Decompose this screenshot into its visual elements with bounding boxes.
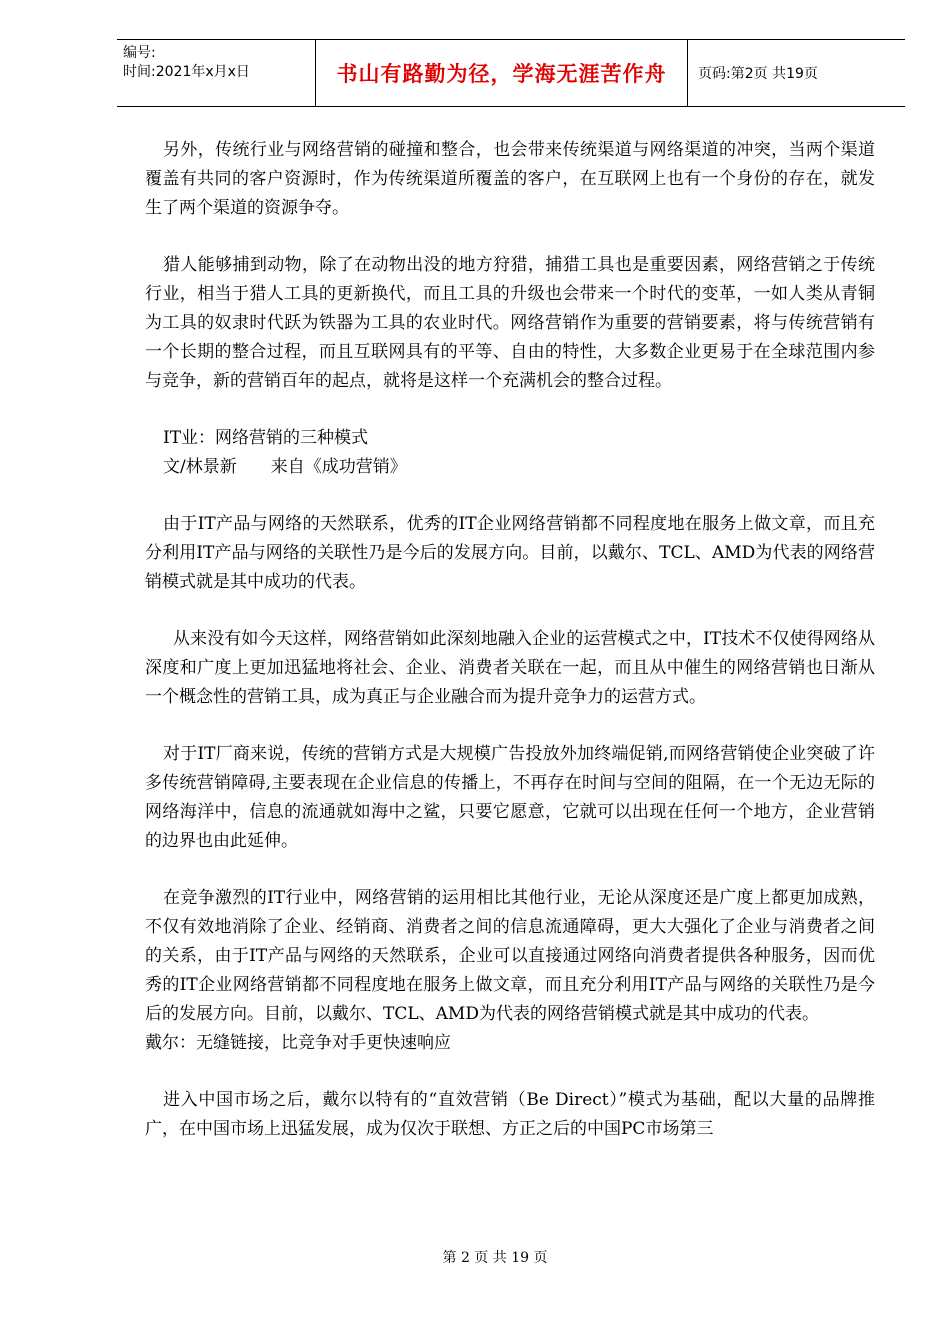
paragraph: 在竞争激烈的IT行业中，网络营销的运用相比其他行业，无论从深度还是广度上都更加成熟，不仅有效地消除了企业、经销商、消费者之间的信息流通障碍，更大大强化了企业与消费者之间的关系，由于IT产品与网络的天然联系，企业可以直接通过网络向消费者提供各种服务，因而优秀的IT企业网络营销都不同程度地在服务上做文章，而且充分利用IT产品与网络的关联性乃是今后的发展方向。目前，以戴尔、TCL、AMD为代表的网络营销模式就是其中成功的代表。 xyxy=(145,888,875,1024)
header-motto: 书山有路勤为径，学海无涯苦作舟 xyxy=(316,40,688,106)
article-title: IT业：网络营销的三种模式 xyxy=(163,428,369,448)
page-header xyxy=(117,39,905,107)
section-subheading: 戴尔：无缝链接，比竞争对手更快速响应 xyxy=(145,1033,451,1053)
paragraph: 进入中国市场之后，戴尔以特有的“直效营销（Be Direct）”模式为基础，配以大量的品牌推广，在中国市场上迅猛发展，成为仅次于联想、方正之后的中国PC市场第三 xyxy=(145,1090,875,1139)
page-footer: 第 2 页 共 19 页 xyxy=(442,1250,548,1266)
paragraph: 对于IT厂商来说，传统的营销方式是大规模广告投放外加终端促销,而网络营销使企业突破了许多传统营销障碍,主要表现在企业信息的传播上，不再存在时间与空间的阻隔，在一个无边无际的网络海洋中，信息的流通就如海中之鲨，只要它愿意，它就可以出现在任何一个地方，企业营销的边界也由此延伸。 xyxy=(145,744,875,851)
paragraph: 猎人能够捕到动物，除了在动物出没的地方狩猎，捕猎工具也是重要因素，网络营销之于传统行业，相当于猎人工具的更新换代，而且工具的升级也会带来一个时代的变革，一如人类从青铜为工具的奴隶时代跃为铁器为工具的农业时代。网络营销作为重要的营销要素，将与传统营销有一个长期的整合过程，而且互联网具有的平等、自由的特性，大多数企业更易于在全球范围内参与竞争，新的营销百年的起点，就将是这样一个充满机会的整合过程。 xyxy=(145,255,875,391)
header-meta xyxy=(117,40,316,106)
article-byline: 文/林景新 来自《成功营销》 xyxy=(163,457,407,477)
document-body xyxy=(145,136,875,1144)
paragraph: 另外，传统行业与网络营销的碰撞和整合，也会带来传统渠道与网络渠道的冲突，当两个渠道覆盖有共同的客户资源时，作为传统渠道所覆盖的客户，在互联网上也有一个身份的存在，就发生了两个渠道的资源争夺。 xyxy=(145,140,875,218)
header-page-info: 页码:第2页 共19页 xyxy=(698,66,818,82)
paragraph: 从来没有如今天这样，网络营销如此深刻地融入企业的运营模式之中，IT技术不仅使得网络从深度和广度上更加迅猛地将社会、企业、消费者关联在一起，而且从中催生的网络营销也日渐从一个概念性的营销工具，成为真正与企业融合而为提升竞争力的运营方式。 xyxy=(145,629,875,707)
paragraph: 由于IT产品与网络的天然联系，优秀的IT企业网络营销都不同程度地在服务上做文章，而且充分利用IT产品与网络的关联性乃是今后的发展方向。目前，以戴尔、TCL、AMD为代表的网络营销模式就是其中成功的代表。 xyxy=(145,514,875,592)
document-time-label: 时间:2021年x月x日 xyxy=(123,64,250,80)
document-number-label: 编号: xyxy=(123,45,156,61)
